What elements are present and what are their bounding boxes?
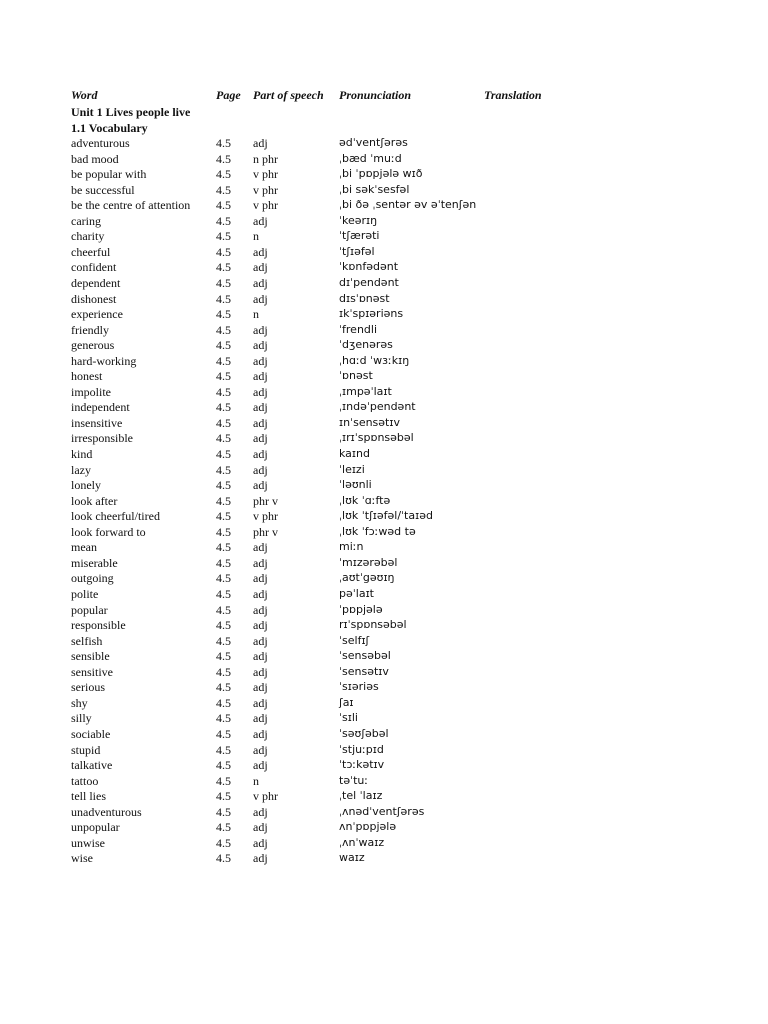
vocabulary-word: kind: [71, 447, 93, 461]
vocabulary-page: 4.5: [216, 509, 231, 524]
vocabulary-part-of-speech: adj: [253, 587, 268, 601]
vocabulary-part-of-speech: adj: [253, 540, 268, 555]
vocabulary-pronunciation: ˌbi ðə ˌsentər əv əˈtenʃən: [339, 198, 477, 212]
vocabulary-row: [0, 710, 768, 726]
vocabulary-page: 4.5: [216, 773, 231, 788]
section-heading: 1.1 Vocabulary: [71, 121, 148, 135]
vocabulary-pronunciation: ˌbi ˈpɒpjələ wɪð: [339, 167, 423, 181]
vocabulary-word: serious: [71, 680, 105, 695]
vocabulary-page: 4.5: [216, 711, 231, 726]
vocabulary-part-of-speech: n: [253, 307, 259, 322]
vocabulary-page: 4.5: [216, 804, 231, 819]
vocabulary-word: generous: [71, 338, 115, 353]
vocabulary-part-of-speech: n phr: [253, 151, 278, 166]
vocabulary-word: be the centre of attention: [71, 198, 191, 213]
vocabulary-row: [0, 617, 768, 633]
column-header-page: Page: [216, 88, 241, 102]
vocabulary-part-of-speech: adj: [253, 633, 268, 648]
vocabulary-pronunciation: ʃaɪ: [339, 695, 354, 709]
vocabulary-pronunciation: ˌlʊk ˈtʃɪəfəl/ˈtaɪəd: [339, 509, 433, 523]
vocabulary-pronunciation: ˈtʃærəti: [339, 229, 380, 243]
vocabulary-part-of-speech: adj: [253, 384, 268, 399]
vocabulary-row: [0, 602, 768, 618]
vocabulary-part-of-speech: adj: [253, 213, 268, 228]
vocabulary-pronunciation: ˌbæd ˈmuːd: [339, 151, 402, 165]
vocabulary-pronunciation: kaɪnd: [339, 447, 370, 460]
vocabulary-part-of-speech: adj: [253, 478, 268, 493]
vocabulary-row: [0, 182, 768, 198]
vocabulary-page: 4.5: [216, 307, 231, 322]
vocabulary-page: 4.5: [216, 244, 231, 259]
vocabulary-pronunciation: ˈkeərɪŋ: [339, 213, 378, 227]
vocabulary-row: [0, 415, 768, 431]
vocabulary-pronunciation: ˈsɪli: [339, 711, 358, 725]
vocabulary-word: hard-working: [71, 353, 137, 368]
vocabulary-pronunciation: ˌtel ˈlaɪz: [339, 789, 383, 803]
vocabulary-pronunciation: ədˈventʃərəs: [339, 136, 408, 149]
vocabulary-row: [0, 726, 768, 742]
vocabulary-part-of-speech: v phr: [253, 182, 278, 197]
vocabulary-word: sociable: [71, 726, 111, 741]
vocabulary-pronunciation: ˌlʊk ˈfɔːwəd tə: [339, 524, 416, 538]
vocabulary-pronunciation: ˈtʃɪəfəl: [339, 244, 375, 258]
vocabulary-word: sensible: [71, 649, 110, 664]
vocabulary-word: be successful: [71, 182, 135, 197]
vocabulary-page: 4.5: [216, 695, 231, 710]
vocabulary-word: unwise: [71, 835, 105, 850]
vocabulary-part-of-speech: adj: [253, 136, 268, 150]
vocabulary-row: [0, 804, 768, 820]
vocabulary-word: cheerful: [71, 244, 111, 259]
vocabulary-word: silly: [71, 711, 92, 726]
vocabulary-part-of-speech: adj: [253, 726, 268, 741]
vocabulary-pronunciation: ˈsensəbəl: [339, 649, 391, 663]
vocabulary-pronunciation: ˈmɪzərəbəl: [339, 555, 398, 569]
vocabulary-row: [0, 399, 768, 415]
vocabulary-word: talkative: [71, 758, 113, 772]
vocabulary-page: 4.5: [216, 353, 231, 368]
vocabulary-page: 4.5: [216, 726, 231, 741]
vocabulary-page: 4.5: [216, 633, 231, 648]
vocabulary-row: [0, 695, 768, 711]
vocabulary-word: tell lies: [71, 789, 106, 804]
vocabulary-page: 4.5: [216, 276, 231, 290]
vocabulary-part-of-speech: adj: [253, 804, 268, 819]
vocabulary-pronunciation: ˌɪmpəˈlaɪt: [339, 384, 392, 398]
vocabulary-page: 4.5: [216, 493, 231, 508]
vocabulary-word: honest: [71, 369, 103, 384]
vocabulary-page: 4.5: [216, 369, 231, 384]
vocabulary-pronunciation: dɪˈpendənt: [339, 276, 399, 289]
vocabulary-page: 4.5: [216, 618, 231, 632]
vocabulary-part-of-speech: adj: [253, 260, 268, 275]
vocabulary-page: 4.5: [216, 540, 231, 555]
vocabulary-part-of-speech: adj: [253, 431, 268, 446]
vocabulary-row: [0, 430, 768, 446]
vocabulary-word: wise: [71, 851, 93, 866]
vocabulary-pronunciation: ˌʌnədˈventʃərəs: [339, 804, 425, 818]
vocabulary-pronunciation: ˈɒnəst: [339, 369, 373, 383]
vocabulary-word: selfish: [71, 633, 103, 648]
vocabulary-word: mean: [71, 540, 97, 555]
vocabulary-word: look cheerful/tired: [71, 509, 160, 524]
vocabulary-word: unpopular: [71, 820, 120, 835]
vocabulary-page: 4.5: [216, 758, 231, 772]
vocabulary-word: polite: [71, 587, 99, 601]
vocabulary-part-of-speech: n: [253, 773, 259, 788]
vocabulary-pronunciation: ˌbi səkˈsesfəl: [339, 182, 410, 196]
vocabulary-page: 4.5: [216, 587, 231, 601]
vocabulary-pronunciation: ˈtɔːkətɪv: [339, 758, 385, 771]
vocabulary-part-of-speech: adj: [253, 369, 268, 384]
vocabulary-row: [0, 384, 768, 400]
vocabulary-pronunciation: ɪnˈsensətɪv: [339, 415, 400, 429]
vocabulary-row: [0, 773, 768, 789]
vocabulary-part-of-speech: adj: [253, 695, 268, 710]
vocabulary-part-of-speech: adj: [253, 711, 268, 726]
vocabulary-page: 4.5: [216, 680, 231, 695]
vocabulary-pronunciation: ˈsəʊʃəbəl: [339, 726, 389, 740]
vocabulary-row: [0, 586, 768, 602]
vocabulary-page: 4.5: [216, 602, 231, 617]
vocabulary-part-of-speech: adj: [253, 602, 268, 617]
vocabulary-row: [0, 368, 768, 384]
column-header-word: Word: [71, 88, 98, 102]
vocabulary-part-of-speech: v phr: [253, 509, 278, 524]
vocabulary-part-of-speech: adj: [253, 353, 268, 368]
column-header-part-of-speech: Part of speech: [253, 88, 324, 102]
vocabulary-pronunciation: ˈləʊnli: [339, 478, 372, 492]
vocabulary-part-of-speech: adj: [253, 835, 268, 850]
unit-heading: Unit 1 Lives people live: [71, 105, 191, 119]
vocabulary-row: [0, 135, 768, 151]
vocabulary-page: 4.5: [216, 400, 231, 415]
vocabulary-word: look forward to: [71, 524, 146, 539]
vocabulary-row: [0, 166, 768, 182]
vocabulary-word: responsible: [71, 618, 126, 632]
vocabulary-row: [0, 788, 768, 804]
vocabulary-pronunciation: ˌhɑːd ˈwɜːkɪŋ: [339, 353, 410, 367]
vocabulary-pronunciation: rɪˈspɒnsəbəl: [339, 618, 407, 631]
column-header-pronunciation: Pronunciation: [339, 88, 412, 102]
vocabulary-row: [0, 213, 768, 229]
vocabulary-page: 4.5: [216, 260, 231, 275]
vocabulary-word: outgoing: [71, 571, 114, 586]
vocabulary-pronunciation: dɪsˈɒnəst: [339, 291, 390, 305]
vocabulary-page: 4.5: [216, 338, 231, 353]
vocabulary-part-of-speech: adj: [253, 338, 268, 353]
vocabulary-part-of-speech: adj: [253, 291, 268, 306]
vocabulary-pronunciation: miːn: [339, 540, 364, 554]
unit-heading-row: [0, 104, 768, 120]
vocabulary-page: 4.5: [216, 478, 231, 493]
vocabulary-word: be popular with: [71, 167, 147, 182]
vocabulary-part-of-speech: adj: [253, 851, 268, 866]
vocabulary-word: sensitive: [71, 664, 113, 679]
vocabulary-pronunciation: ˌʌnˈwaɪz: [339, 835, 385, 849]
vocabulary-part-of-speech: adj: [253, 820, 268, 835]
vocabulary-page: 4.5: [216, 415, 231, 430]
vocabulary-pronunciation: ʌnˈpɒpjələ: [339, 820, 397, 834]
column-header-translation: Translation: [484, 88, 542, 102]
vocabulary-word: independent: [71, 400, 130, 415]
section-heading-row: [0, 120, 768, 136]
vocabulary-row: [0, 228, 768, 244]
vocabulary-part-of-speech: adj: [253, 322, 268, 337]
vocabulary-row: [0, 850, 768, 866]
vocabulary-row: [0, 477, 768, 493]
vocabulary-part-of-speech: adj: [253, 742, 268, 757]
vocabulary-page: 4.5: [216, 291, 231, 306]
vocabulary-word: confident: [71, 260, 117, 275]
vocabulary-row: [0, 322, 768, 338]
vocabulary-row: [0, 462, 768, 478]
vocabulary-word: tattoo: [71, 773, 99, 788]
vocabulary-part-of-speech: n: [253, 229, 259, 244]
vocabulary-row: [0, 570, 768, 586]
vocabulary-word: impolite: [71, 384, 111, 399]
vocabulary-pronunciation: ˈkɒnfədənt: [339, 260, 399, 274]
vocabulary-page: 4.5: [216, 789, 231, 804]
vocabulary-word: dependent: [71, 276, 121, 290]
vocabulary-row: [0, 648, 768, 664]
vocabulary-part-of-speech: adj: [253, 555, 268, 570]
vocabulary-page: 4.5: [216, 571, 231, 586]
vocabulary-word: stupid: [71, 742, 101, 757]
vocabulary-word: experience: [71, 307, 123, 322]
vocabulary-word: look after: [71, 493, 118, 508]
vocabulary-word: friendly: [71, 322, 109, 337]
vocabulary-pronunciation: ˈpɒpjələ: [339, 602, 383, 616]
vocabulary-row: [0, 275, 768, 291]
vocabulary-word: lonely: [71, 478, 101, 493]
vocabulary-page: 4.5: [216, 167, 231, 182]
vocabulary-part-of-speech: v phr: [253, 789, 278, 804]
vocabulary-word: lazy: [71, 462, 91, 477]
vocabulary-word: caring: [71, 213, 101, 228]
column-header-row: [0, 87, 768, 103]
vocabulary-page: 4.5: [216, 555, 231, 570]
vocabulary-part-of-speech: adj: [253, 680, 268, 695]
vocabulary-row: [0, 244, 768, 260]
vocabulary-part-of-speech: phr v: [253, 524, 278, 539]
vocabulary-word: adventurous: [71, 136, 130, 150]
vocabulary-pronunciation: ˌlʊk ˈɑːftə: [339, 493, 391, 507]
vocabulary-part-of-speech: adj: [253, 244, 268, 259]
vocabulary-part-of-speech: adj: [253, 649, 268, 664]
vocabulary-part-of-speech: v phr: [253, 198, 278, 213]
vocabulary-pronunciation: ˈsɪəriəs: [339, 680, 379, 694]
vocabulary-page: 4.5: [216, 198, 231, 213]
vocabulary-word: miserable: [71, 555, 118, 570]
vocabulary-page: 4.5: [216, 462, 231, 477]
vocabulary-part-of-speech: v phr: [253, 167, 278, 182]
vocabulary-pronunciation: ɪkˈspɪəriəns: [339, 307, 404, 321]
vocabulary-page: 4.5: [216, 524, 231, 539]
vocabulary-row: [0, 353, 768, 369]
vocabulary-row: [0, 742, 768, 758]
vocabulary-page: 4.5: [216, 151, 231, 166]
vocabulary-row: [0, 819, 768, 835]
vocabulary-row: [0, 835, 768, 851]
vocabulary-row: [0, 306, 768, 322]
vocabulary-row: [0, 757, 768, 773]
vocabulary-page: 4.5: [216, 384, 231, 399]
vocabulary-pronunciation: ˈstjuːpɪd: [339, 742, 384, 756]
vocabulary-page: 4.5: [216, 835, 231, 850]
vocabulary-word: shy: [71, 695, 88, 710]
vocabulary-word: bad mood: [71, 151, 119, 166]
vocabulary-page: 4.5: [216, 820, 231, 835]
vocabulary-row: [0, 508, 768, 524]
vocabulary-row: [0, 259, 768, 275]
vocabulary-row: [0, 197, 768, 213]
vocabulary-row: [0, 446, 768, 462]
vocabulary-row: [0, 291, 768, 307]
vocabulary-pronunciation: təˈtuː: [339, 773, 369, 787]
vocabulary-row: [0, 679, 768, 695]
vocabulary-pronunciation: ˈdʒenərəs: [339, 338, 393, 352]
vocabulary-pronunciation: pəˈlaɪt: [339, 587, 374, 600]
vocabulary-part-of-speech: adj: [253, 571, 268, 586]
vocabulary-row: [0, 524, 768, 540]
vocabulary-word: charity: [71, 229, 105, 244]
vocabulary-page: 4.5: [216, 431, 231, 446]
vocabulary-word: dishonest: [71, 291, 117, 306]
vocabulary-word: popular: [71, 602, 108, 617]
vocabulary-pronunciation: ˈsensətɪv: [339, 664, 389, 678]
vocabulary-pronunciation: ˈleɪzi: [339, 462, 365, 476]
vocabulary-page: 4.5: [216, 447, 231, 461]
vocabulary-word: insensitive: [71, 415, 123, 430]
vocabulary-pronunciation: ˈselfɪʃ: [339, 633, 370, 647]
vocabulary-part-of-speech: phr v: [253, 493, 278, 508]
vocabulary-pronunciation: ˌɪndəˈpendənt: [339, 400, 416, 414]
vocabulary-part-of-speech: adj: [253, 415, 268, 430]
vocabulary-page: 4.5: [216, 136, 231, 150]
vocabulary-row: [0, 493, 768, 509]
vocabulary-pronunciation: ˈfrendli: [339, 322, 378, 336]
vocabulary-pronunciation: ˌɪrɪˈspɒnsəbəl: [339, 431, 414, 445]
vocabulary-page: 4.5: [216, 851, 231, 866]
vocabulary-part-of-speech: adj: [253, 400, 268, 415]
vocabulary-page: 4.5: [216, 742, 231, 757]
vocabulary-page: 4.5: [216, 229, 231, 244]
vocabulary-part-of-speech: adj: [253, 447, 268, 461]
vocabulary-page: 4.5: [216, 182, 231, 197]
vocabulary-word: irresponsible: [71, 431, 133, 446]
vocabulary-page: 4.5: [216, 649, 231, 664]
vocabulary-row: [0, 555, 768, 571]
vocabulary-part-of-speech: adj: [253, 462, 268, 477]
vocabulary-page: 4.5: [216, 664, 231, 679]
vocabulary-part-of-speech: adj: [253, 758, 268, 772]
vocabulary-part-of-speech: adj: [253, 276, 268, 290]
vocabulary-part-of-speech: adj: [253, 618, 268, 632]
vocabulary-page: 4.5: [216, 322, 231, 337]
vocabulary-row: [0, 539, 768, 555]
vocabulary-row: [0, 151, 768, 167]
vocabulary-page: 4.5: [216, 213, 231, 228]
vocabulary-row: [0, 664, 768, 680]
vocabulary-row: [0, 633, 768, 649]
vocabulary-row: [0, 337, 768, 353]
vocabulary-pronunciation: waɪz: [339, 851, 365, 865]
vocabulary-word: unadventurous: [71, 804, 142, 819]
vocabulary-part-of-speech: adj: [253, 664, 268, 679]
vocabulary-pronunciation: ˌaʊtˈgəʊɪŋ: [339, 571, 395, 585]
